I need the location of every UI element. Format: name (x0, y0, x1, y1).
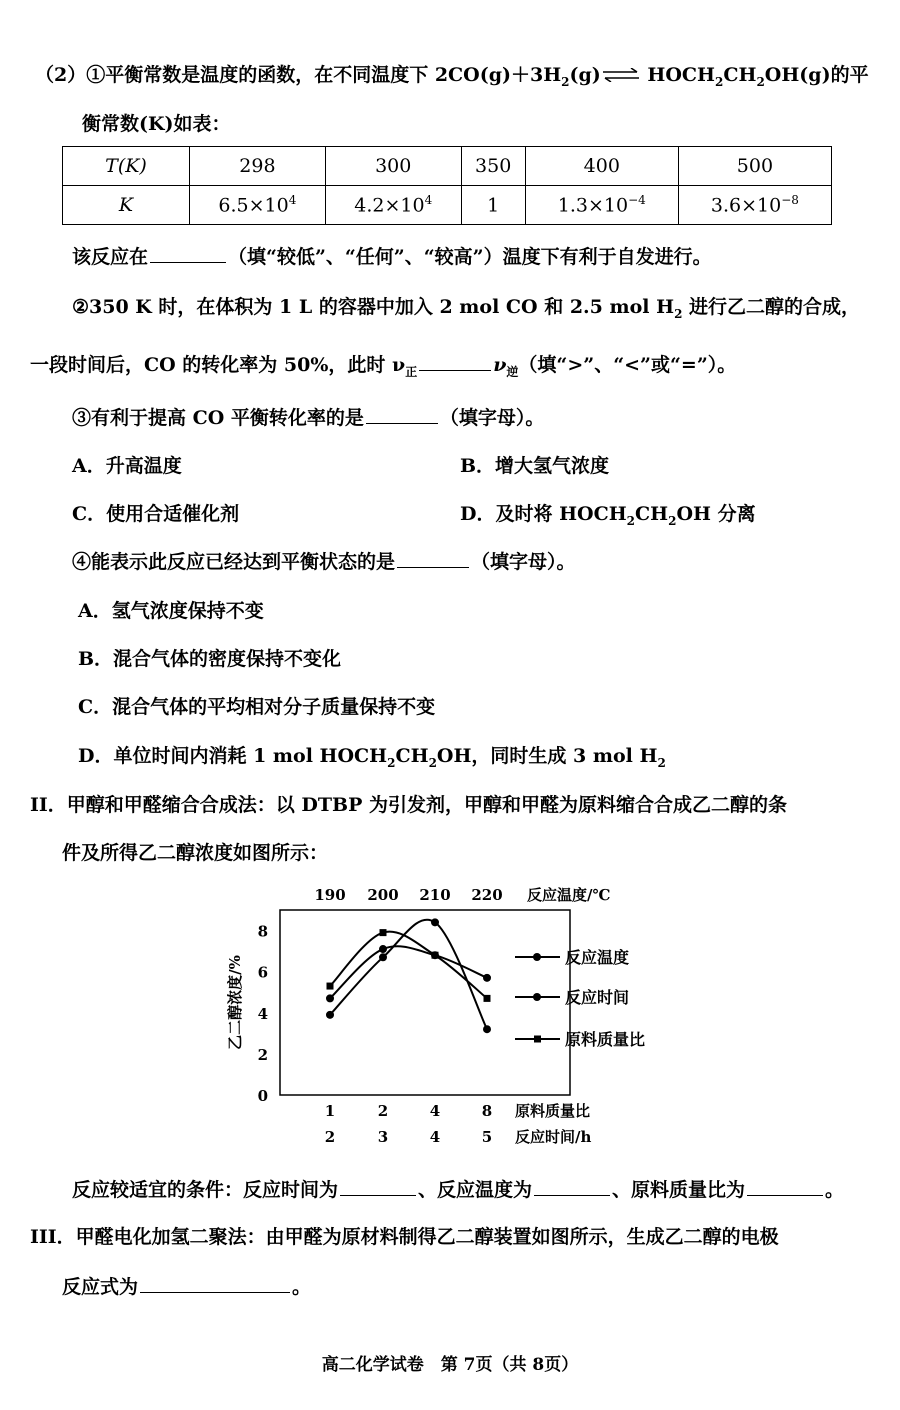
option-b[interactable]: B．增大氢气浓度 (460, 455, 610, 477)
data-point (379, 953, 387, 961)
table-cell: 350 (461, 147, 525, 186)
bottom-tick-label-time: 5 (481, 1128, 493, 1146)
y-tick-label: 8 (257, 922, 268, 941)
table-cell: 1 (461, 186, 525, 225)
bottom-tick-label-time: 3 (377, 1128, 389, 1146)
answer-blank[interactable] (534, 1194, 610, 1196)
bottom-tick-label-ratio: 8 (481, 1102, 493, 1120)
part-2-line2: 件及所得乙二醇浓度如图所示： (62, 842, 329, 864)
question-2-2-line1: ②350 K 时，在体积为 1 L 的容器中加入 2 mol CO 和 2.5 mol $H_2$ 进行乙二醇的合成， (72, 296, 861, 321)
bottom-axis-label-time: 反应时间/h (515, 1128, 592, 1146)
question-2-line1: （2）①平衡常数是温度的函数，在不同温度下 $2CO(g)+3H_2(g)$ $HOCH_2CH_2OH(g)$的平 (35, 64, 869, 89)
option-a[interactable]: A．升高温度 (72, 455, 182, 477)
data-point (483, 1025, 491, 1033)
table-cell: $1.3\times 10^{-4}$ (525, 186, 678, 225)
question-2-4-stem: ④能表示此反应已经达到平衡状态的是 （填字母）。 (72, 551, 576, 573)
table-cell: $3.6\times 10^{-8}$ (678, 186, 831, 225)
top-tick-label: 220 (471, 886, 503, 904)
answer-blank[interactable] (747, 1194, 823, 1196)
y-tick-label: 0 (257, 1087, 268, 1105)
data-point (326, 994, 334, 1002)
bottom-tick-label-ratio: 1 (324, 1102, 336, 1120)
table-header-T: T(K) (63, 147, 190, 186)
option-c[interactable]: C．混合气体的平均相对分子质量保持不变 (78, 696, 436, 718)
data-point (379, 945, 387, 953)
top-tick-label: 210 (419, 886, 451, 904)
legend-marker (533, 953, 541, 961)
legend-label: 反应时间 (565, 988, 630, 1007)
table-cell: 300 (325, 147, 461, 186)
question-2-line2: 衡常数(K)如表： (82, 113, 231, 135)
data-point (327, 983, 334, 990)
table-cell: $4.2\times 10^4$ (325, 186, 461, 225)
y-tick-label: 4 (257, 1004, 268, 1023)
plot-frame (280, 910, 570, 1095)
question-2-3-stem: ③有利于提高 CO 平衡转化率的是 （填字母）。 (72, 407, 545, 429)
table-cell: $6.5\times 10^4$ (190, 186, 326, 225)
part-2-line1: II．甲醇和甲醛缩合合成法：以 DTBP 为引发剂，甲醇和甲醛为原料缩合合成乙二醇的条 (30, 794, 787, 816)
answer-blank[interactable] (419, 369, 491, 371)
top-axis-label: 反应温度/℃ (527, 886, 611, 904)
data-point (380, 929, 387, 936)
option-c[interactable]: C．使用合适催化剂 (72, 503, 240, 525)
table-cell: 400 (525, 147, 678, 186)
bottom-axis-label-ratio: 原料质量比 (515, 1102, 591, 1120)
part-3-line1: III．甲醛电化加氢二聚法：由甲醛为原材料制得乙二醇装置如图所示，生成乙二醇的电极 (30, 1226, 779, 1248)
part-3-line2: 反应式为 。 (62, 1276, 312, 1298)
data-point (326, 1011, 334, 1019)
y-axis-label: 乙二醇浓度/% (226, 955, 244, 1050)
legend-marker (533, 993, 541, 1001)
answer-blank[interactable] (366, 422, 438, 424)
top-tick-label: 200 (367, 886, 399, 904)
table-row-K (63, 186, 832, 225)
data-point (431, 918, 439, 926)
question-2-2-line2: 一段时间后，CO 的转化率为 50%，此时 $\nu_正$ $\nu_逆$（填“>”、“<”或“=”）。 (30, 354, 737, 379)
y-tick-label: 2 (257, 1045, 268, 1064)
bottom-tick-label-ratio: 2 (377, 1102, 389, 1120)
option-d[interactable]: D．及时将 $HOCH_2CH_2OH$ 分离 (460, 503, 756, 528)
bottom-tick-label-ratio: 4 (429, 1102, 441, 1120)
option-b[interactable]: B．混合气体的密度保持不变化 (78, 648, 342, 670)
glycol-concentration-chart (215, 875, 685, 1150)
data-point (483, 974, 491, 982)
data-point (432, 952, 439, 959)
page-footer: 高二化学试卷 第 7页（共 8页） (321, 1355, 579, 1375)
option-d[interactable]: D．单位时间内消耗 1 mol $HOCH_2CH_2OH$，同时生成 3 mol $H_2$ (78, 745, 666, 770)
equilibrium-arrow-icon (601, 65, 641, 87)
answer-blank[interactable] (150, 261, 226, 263)
legend-label: 反应温度 (565, 948, 630, 967)
data-point (484, 995, 491, 1002)
answer-blank[interactable] (140, 1291, 290, 1293)
option-a[interactable]: A．氢气浓度保持不变 (78, 600, 264, 622)
legend-marker (534, 1036, 541, 1043)
bottom-tick-label-time: 2 (324, 1128, 336, 1146)
table-cell: 500 (678, 147, 831, 186)
part-2-question: 反应较适宜的条件：反应时间为 、反应温度为 、原料质量比为 。 (72, 1179, 845, 1201)
answer-blank[interactable] (397, 566, 469, 568)
answer-blank[interactable] (340, 1194, 416, 1196)
table-header-K: K (63, 186, 190, 225)
table-row-temperature (63, 147, 832, 186)
equilibrium-constant-table (62, 146, 832, 225)
top-tick-label: 190 (314, 886, 346, 904)
bottom-tick-label-time: 4 (429, 1128, 441, 1146)
y-tick-label: 6 (257, 963, 268, 982)
question-2-1: 该反应在 （填“较低”、“任何”、“较高”）温度下有利于自发进行。 (72, 246, 712, 268)
legend-label: 原料质量比 (565, 1030, 646, 1049)
table-cell: 298 (190, 147, 326, 186)
